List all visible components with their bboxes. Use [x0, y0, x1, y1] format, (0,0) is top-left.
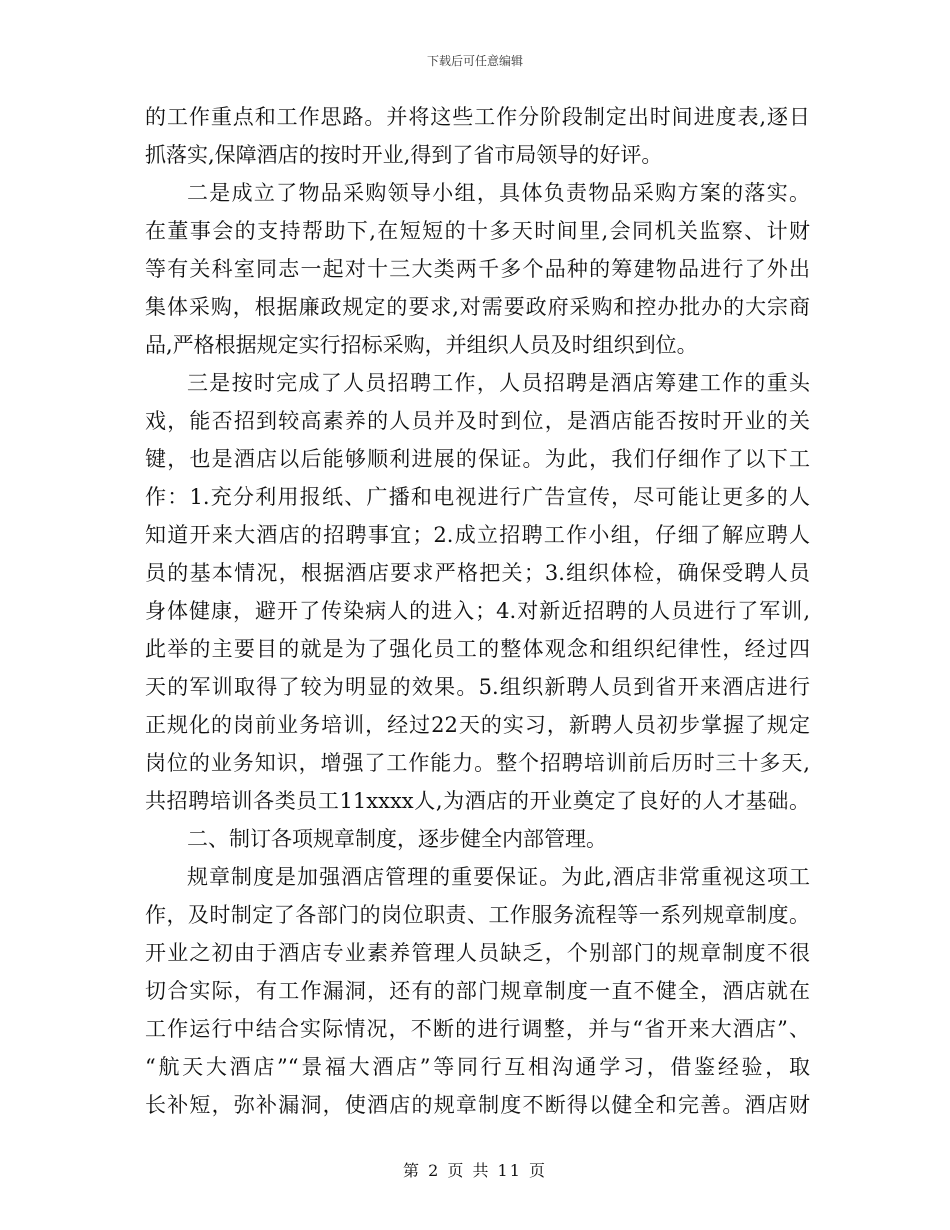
- text-line-14: 身体健康，避开了传染病人的进入；4.对新近招聘的人员进行了军训,: [145, 599, 810, 623]
- text-line-24: 切合实际，有工作漏洞，还有的部门规章制度一直不健全，酒店就在: [145, 979, 810, 1003]
- text-line-6: 集体采购，根据廉政规定的要求,对需要政府采购和控办批办的大宗商: [145, 295, 810, 319]
- page-header: 下载后可任意编辑: [426, 54, 523, 68]
- text-line-20: 二、制订各项规章制度，逐步健全内部管理。: [187, 827, 607, 851]
- text-line-17: 正规化的岗前业务培训，经过22天的实习，新聘人员初步掌握了规定: [145, 713, 810, 737]
- text-line-1: 的工作重点和工作思路。并将这些工作分阶段制定出时间进度表,逐日: [145, 105, 810, 129]
- text-line-16: 天的军训取得了较为明显的效果。5.组织新聘人员到省开来酒店进行: [145, 675, 810, 699]
- text-line-2: 抓落实,保障酒店的按时开业,得到了省市局领导的好评。: [145, 143, 663, 167]
- text-line-21: 规章制度是加强酒店管理的重要保证。为此,酒店非常重视这项工: [187, 865, 810, 889]
- text-line-11: 作：1.充分利用报纸、广播和电视进行广告宣传，尽可能让更多的人: [145, 485, 810, 509]
- text-line-4: 在董事会的支持帮助下,在短短的十多天时间里,会同机关监察、计财: [145, 219, 810, 243]
- text-line-8: 三是按时完成了人员招聘工作，人员招聘是酒店筹建工作的重头: [187, 371, 810, 395]
- text-line-25: 工作运行中结合实际情况，不断的进行调整，并与“省开来大酒店”、: [145, 1017, 810, 1041]
- text-line-9: 戏，能否招到较高素养的人员并及时到位，是酒店能否按时开业的关: [145, 409, 810, 433]
- text-line-13: 员的基本情况，根据酒店要求严格把关；3.组织体检，确保受聘人员: [145, 561, 810, 585]
- text-line-12: 知道开来大酒店的招聘事宜；2.成立招聘工作小组，仔细了解应聘人: [145, 523, 810, 547]
- text-line-18: 岗位的业务知识，增强了工作能力。整个招聘培训前后历时三十多天,: [145, 751, 810, 775]
- text-line-26: “航天大酒店”“景福大酒店”等同行互相沟通学习，借鉴经验，取: [145, 1055, 810, 1079]
- text-line-22: 作，及时制定了各部门的岗位职责、工作服务流程等一系列规章制度。: [145, 903, 810, 927]
- text-line-5: 等有关科室同志一起对十三大类两千多个品种的筹建物品进行了外出: [145, 257, 810, 281]
- text-line-23: 开业之初由于酒店专业素养管理人员缺乏，个别部门的规章制度不很: [145, 941, 810, 965]
- text-line-15: 此举的主要目的就是为了强化员工的整体观念和组织纪律性，经过四: [145, 637, 810, 661]
- text-line-19: 共招聘培训各类员工11xxxx人,为酒店的开业奠定了良好的人才基础。: [145, 789, 810, 813]
- page-footer: 第 2 页 共 11 页: [403, 1161, 547, 1180]
- text-line-7: 品,严格根据规定实行招标采购，并组织人员及时组织到位。: [145, 333, 698, 357]
- document-body: [145, 98, 810, 1124]
- text-line-10: 键，也是酒店以后能够顺利进展的保证。为此，我们仔细作了以下工: [145, 447, 810, 471]
- text-line-3: 二是成立了物品采购领导小组，具体负责物品采购方案的落实。: [187, 181, 810, 205]
- text-line-27: 长补短，弥补漏洞，使酒店的规章制度不断得以健全和完善。酒店财: [145, 1093, 810, 1117]
